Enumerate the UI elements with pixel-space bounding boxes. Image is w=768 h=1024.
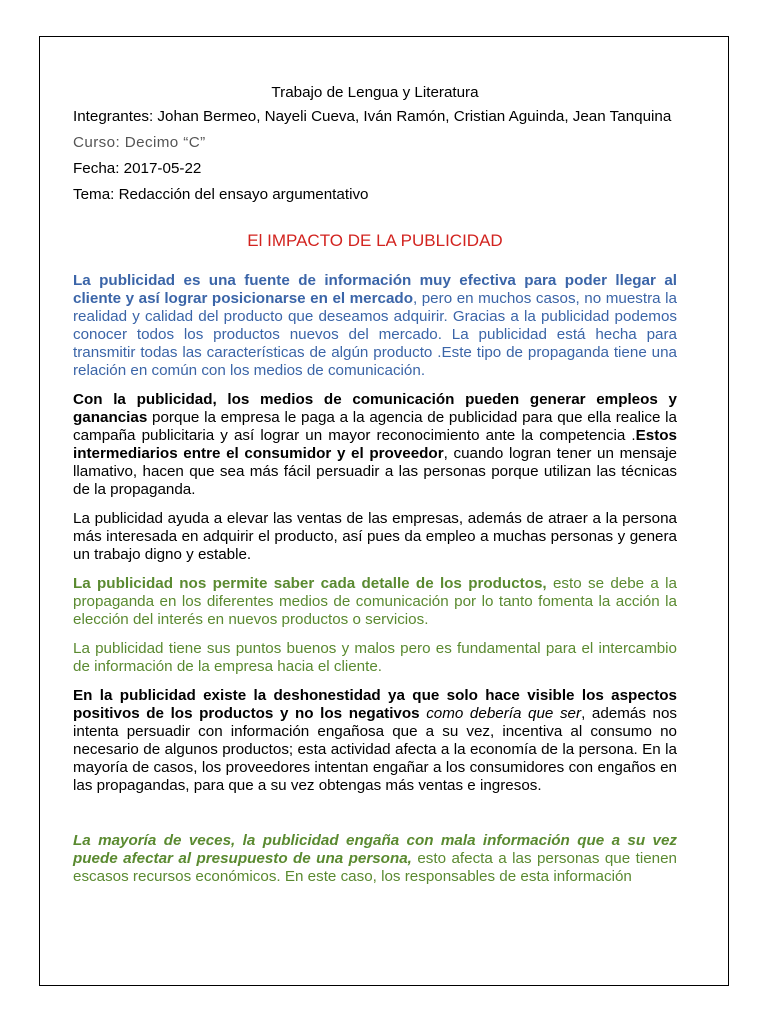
date: Fecha: 2017-05-22 [73, 160, 202, 177]
paragraph-4 [73, 575, 677, 629]
assignment-title: Trabajo de Lengua y Literatura [271, 84, 479, 101]
p6-text: , además nos intenta persuadir con información engañosa que a su vez, incentiva al consumo no necesario de algunos productos; esta actividad afecta a la economía de la persona. En la mayoría de casos, los proveedores intentan engañar a los consumidores con engaños en las propagandas, para que a su vez obtengas más ventas e ingresos. [73, 705, 677, 794]
paragraph-7 [73, 832, 677, 886]
p4-bold: La publicidad nos permite saber cada detalle de los productos, [73, 575, 547, 592]
essay-title: El IMPACTO DE LA PUBLICIDAD [247, 231, 503, 250]
paragraph-5: La publicidad tiene sus puntos buenos y malos pero es fundamental para el intercambio de información de la empresa hacia el cliente. [73, 640, 677, 675]
paragraph-1 [73, 272, 677, 380]
p4-text: esto se debe a la propaganda en los diferentes medios de comunicación por lo tanto fomenta la acción la elección del interés en nuevos productos o servicios. [73, 575, 677, 628]
paragraph-6 [73, 687, 677, 795]
p1-text: , pero en muchos casos, no muestra la realidad y calidad del producto que deseamos adquirir. Gracias a la publicidad podemos conocer todos los productos nuevos del mercado. La publicidad está hecha para transmitir todas las características de algún producto .Este tipo de propaganda tiene una relación en común con los medios de comunicación. [73, 290, 677, 379]
p2-text-2: , cuando logran tener un mensaje llamativo, hacen que sea más fácil persuadir a las personas porque utilizan las técnicas de la propaganda. [73, 445, 677, 498]
p2-bold-2: Estos intermediarios entre el consumidor y el proveedor [73, 427, 677, 462]
p2-text-1: porque la empresa le paga a la agencia de publicidad para que ella realice la campaña publicitaria y así lograr un mayor reconocimiento ante la competencia . [73, 409, 677, 444]
course: Curso: Decimo “C” [73, 134, 206, 151]
document-content [73, 84, 677, 897]
p7-text: esto afecta a las personas que tienen escasos recursos económicos. En este caso, los responsables de esta información [73, 850, 677, 885]
p1-bold: La publicidad es una fuente de información muy efectiva para poder llegar al cliente y así lograr posicionarse en el mercado [73, 272, 677, 307]
p7-bold-italic: La mayoría de veces, la publicidad engaña con mala información que a su vez puede afectar al presupuesto de una persona, [73, 832, 677, 867]
p6-italic: como debería que ser [419, 705, 582, 722]
paragraph-3: La publicidad ayuda a elevar las ventas de las empresas, además de atraer a la persona más interesada en adquirir el producto, así pues da empleo a muchas personas y genera un trabajo digno y estable. [73, 510, 677, 563]
p2-bold-1: Con la publicidad, los medios de comunicación pueden generar empleos y ganancias [73, 391, 677, 426]
p6-bold: En la publicidad existe la deshonestidad ya que solo hace visible los aspectos positivos de los productos y no los negativos [73, 687, 677, 722]
team-members: Integrantes: Johan Bermeo, Nayeli Cueva, Iván Ramón, Cristian Aguinda, Jean Tanquina [73, 108, 672, 125]
paragraph-2 [73, 391, 677, 499]
topic: Tema: Redacción del ensayo argumentativo [73, 186, 369, 203]
